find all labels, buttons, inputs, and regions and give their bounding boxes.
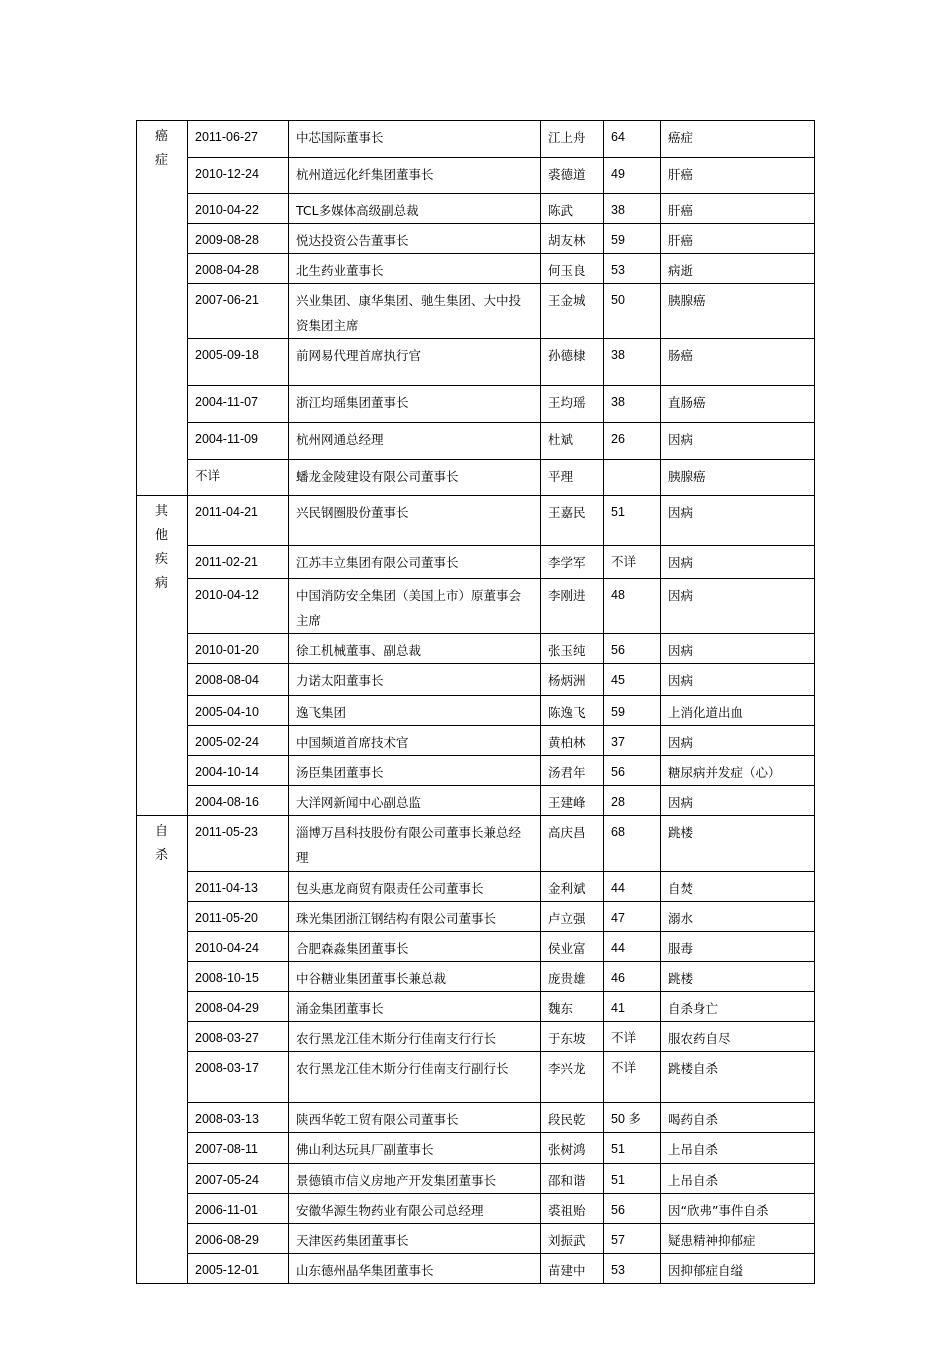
cause-cell: 因病 bbox=[661, 726, 815, 756]
date-cell: 2007-05-24 bbox=[188, 1164, 289, 1194]
title-cell: 浙江均瑶集团董事长 bbox=[289, 386, 541, 423]
age-cell: 26 bbox=[604, 423, 661, 460]
title-cell: 兴民钢圈股份董事长 bbox=[289, 496, 541, 546]
date-cell: 2010-01-20 bbox=[188, 634, 289, 664]
age-cell: 51 bbox=[604, 1164, 661, 1194]
table-row bbox=[137, 254, 815, 284]
table-row bbox=[137, 121, 815, 158]
cause-cell: 肠癌 bbox=[661, 339, 815, 386]
title-cell: 安徽华源生物药业有限公司总经理 bbox=[289, 1194, 541, 1224]
table-row bbox=[137, 932, 815, 962]
date-cell: 2010-04-22 bbox=[188, 194, 289, 224]
category-char: 病 bbox=[154, 576, 168, 591]
age-cell: 48 bbox=[604, 579, 661, 634]
cause-cell: 病逝 bbox=[661, 254, 815, 284]
cause-cell: 上吊自杀 bbox=[661, 1133, 815, 1164]
age-cell: 56 bbox=[604, 756, 661, 786]
cause-cell: 因抑郁症自缢 bbox=[661, 1254, 815, 1284]
table-row bbox=[137, 1133, 815, 1164]
date-cell: 2011-06-27 bbox=[188, 121, 289, 158]
category-char: 疾 bbox=[154, 552, 168, 567]
cause-cell: 跳楼自杀 bbox=[661, 1052, 815, 1103]
date-cell: 2008-04-29 bbox=[188, 992, 289, 1022]
name-cell: 段民乾 bbox=[541, 1103, 604, 1133]
title-cell: 江苏丰立集团有限公司董事长 bbox=[289, 546, 541, 579]
title-cell: 中国频道首席技术官 bbox=[289, 726, 541, 756]
title-cell: 力诺太阳董事长 bbox=[289, 664, 541, 696]
name-cell: 苗建中 bbox=[541, 1254, 604, 1284]
title-cell: TCL多媒体高级副总裁 bbox=[289, 194, 541, 224]
title-cell: 合肥森淼集团董事长 bbox=[289, 932, 541, 962]
title-cell: 涌金集团董事长 bbox=[289, 992, 541, 1022]
title-cell: 大洋网新闻中心副总监 bbox=[289, 786, 541, 816]
name-cell: 魏东 bbox=[541, 992, 604, 1022]
category-cell bbox=[137, 121, 188, 496]
title-cell: 徐工机械董事、副总裁 bbox=[289, 634, 541, 664]
age-cell: 53 bbox=[604, 1254, 661, 1284]
date-cell: 2004-11-09 bbox=[188, 423, 289, 460]
title-cell: 兴业集团、康华集团、驰生集团、大中投资集团主席 bbox=[289, 284, 541, 339]
title-cell: 杭州网通总经理 bbox=[289, 423, 541, 460]
age-cell: 49 bbox=[604, 158, 661, 194]
age-cell: 不详 bbox=[604, 546, 661, 579]
age-cell: 不详 bbox=[604, 1022, 661, 1052]
age-cell: 44 bbox=[604, 872, 661, 902]
age-cell bbox=[604, 460, 661, 496]
cause-cell: 自杀身亡 bbox=[661, 992, 815, 1022]
table-row bbox=[137, 1254, 815, 1284]
cause-cell: 肝癌 bbox=[661, 194, 815, 224]
age-cell: 64 bbox=[604, 121, 661, 158]
category-char: 杀 bbox=[154, 848, 168, 863]
name-cell: 何玉良 bbox=[541, 254, 604, 284]
table-row bbox=[137, 962, 815, 992]
age-cell: 51 bbox=[604, 496, 661, 546]
title-cell: 逸飞集团 bbox=[289, 696, 541, 726]
date-cell: 2008-03-13 bbox=[188, 1103, 289, 1133]
table-row bbox=[137, 664, 815, 696]
date-cell: 2005-04-10 bbox=[188, 696, 289, 726]
name-cell: 裘德道 bbox=[541, 158, 604, 194]
title-cell: 山东德州晶华集团董事长 bbox=[289, 1254, 541, 1284]
table-row bbox=[137, 992, 815, 1022]
cause-cell: 因病 bbox=[661, 423, 815, 460]
cause-cell: 因病 bbox=[661, 579, 815, 634]
cause-cell: 因“欣弗”事件自杀 bbox=[661, 1194, 815, 1224]
cause-cell: 因病 bbox=[661, 786, 815, 816]
name-cell: 刘振武 bbox=[541, 1224, 604, 1254]
date-cell: 2008-10-15 bbox=[188, 962, 289, 992]
table-row bbox=[137, 756, 815, 786]
cause-cell: 因病 bbox=[661, 664, 815, 696]
name-cell: 高庆昌 bbox=[541, 816, 604, 872]
date-cell: 2005-12-01 bbox=[188, 1254, 289, 1284]
date-cell: 2011-02-21 bbox=[188, 546, 289, 579]
date-cell: 2007-06-21 bbox=[188, 284, 289, 339]
table-row bbox=[137, 158, 815, 194]
name-cell: 李刚进 bbox=[541, 579, 604, 634]
age-cell: 56 bbox=[604, 634, 661, 664]
table-row bbox=[137, 1022, 815, 1052]
cause-cell: 疑患精神抑郁症 bbox=[661, 1224, 815, 1254]
category-char: 他 bbox=[154, 528, 168, 543]
age-cell: 38 bbox=[604, 339, 661, 386]
age-cell: 50 bbox=[604, 284, 661, 339]
name-cell: 卢立强 bbox=[541, 902, 604, 932]
date-cell: 2008-03-17 bbox=[188, 1052, 289, 1103]
category-cell bbox=[137, 496, 188, 816]
name-cell: 王金城 bbox=[541, 284, 604, 339]
cause-cell: 跳楼 bbox=[661, 962, 815, 992]
cause-cell: 服毒 bbox=[661, 932, 815, 962]
title-cell: 中国消防安全集团（美国上市）原董事会主席 bbox=[289, 579, 541, 634]
age-cell: 57 bbox=[604, 1224, 661, 1254]
title-cell: 悦达投资公告董事长 bbox=[289, 224, 541, 254]
name-cell: 李学军 bbox=[541, 546, 604, 579]
title-cell: 北生药业董事长 bbox=[289, 254, 541, 284]
name-cell: 平理 bbox=[541, 460, 604, 496]
title-cell: 景德镇市信义房地产开发集团董事长 bbox=[289, 1164, 541, 1194]
table-row bbox=[137, 496, 815, 546]
cause-cell: 胰腺癌 bbox=[661, 284, 815, 339]
age-cell: 59 bbox=[604, 224, 661, 254]
cause-cell: 喝药自杀 bbox=[661, 1103, 815, 1133]
date-cell: 不详 bbox=[188, 460, 289, 496]
name-cell: 杜斌 bbox=[541, 423, 604, 460]
table-row bbox=[137, 1103, 815, 1133]
name-cell: 王均瑶 bbox=[541, 386, 604, 423]
age-cell: 59 bbox=[604, 696, 661, 726]
category-char: 自 bbox=[154, 824, 168, 839]
title-cell: 淄博万昌科技股份有限公司董事长兼总经理 bbox=[289, 816, 541, 872]
cause-cell: 胰腺癌 bbox=[661, 460, 815, 496]
date-cell: 2004-08-16 bbox=[188, 786, 289, 816]
table-row bbox=[137, 872, 815, 902]
date-cell: 2007-08-11 bbox=[188, 1133, 289, 1164]
date-cell: 2011-04-21 bbox=[188, 496, 289, 546]
name-cell: 庞贵雄 bbox=[541, 962, 604, 992]
date-cell: 2004-11-07 bbox=[188, 386, 289, 423]
date-cell: 2004-10-14 bbox=[188, 756, 289, 786]
title-cell: 中谷糖业集团董事长兼总裁 bbox=[289, 962, 541, 992]
age-cell: 51 bbox=[604, 1133, 661, 1164]
category-char: 症 bbox=[154, 153, 168, 168]
age-cell: 38 bbox=[604, 194, 661, 224]
name-cell: 孙德棣 bbox=[541, 339, 604, 386]
date-cell: 2005-09-18 bbox=[188, 339, 289, 386]
title-cell: 汤臣集团董事长 bbox=[289, 756, 541, 786]
title-cell: 前网易代理首席执行官 bbox=[289, 339, 541, 386]
date-cell: 2005-02-24 bbox=[188, 726, 289, 756]
table-row bbox=[137, 546, 815, 579]
name-cell: 于东坡 bbox=[541, 1022, 604, 1052]
table-row bbox=[137, 726, 815, 756]
deaths-table bbox=[136, 120, 815, 1284]
date-cell: 2011-05-20 bbox=[188, 902, 289, 932]
date-cell: 2011-05-23 bbox=[188, 816, 289, 872]
date-cell: 2009-08-28 bbox=[188, 224, 289, 254]
name-cell: 金利斌 bbox=[541, 872, 604, 902]
name-cell: 汤君年 bbox=[541, 756, 604, 786]
date-cell: 2006-11-01 bbox=[188, 1194, 289, 1224]
name-cell: 裘祖贻 bbox=[541, 1194, 604, 1224]
name-cell: 陈武 bbox=[541, 194, 604, 224]
table-row bbox=[137, 386, 815, 423]
cause-cell: 服农药自尽 bbox=[661, 1022, 815, 1052]
table-row bbox=[137, 460, 815, 496]
title-cell: 蟠龙金陵建设有限公司董事长 bbox=[289, 460, 541, 496]
age-cell: 68 bbox=[604, 816, 661, 872]
cause-cell: 因病 bbox=[661, 546, 815, 579]
table-row bbox=[137, 339, 815, 386]
name-cell: 胡友林 bbox=[541, 224, 604, 254]
table-row bbox=[137, 902, 815, 932]
name-cell: 邵和谐 bbox=[541, 1164, 604, 1194]
cause-cell: 因病 bbox=[661, 496, 815, 546]
name-cell: 陈逸飞 bbox=[541, 696, 604, 726]
age-cell: 37 bbox=[604, 726, 661, 756]
name-cell: 王嘉民 bbox=[541, 496, 604, 546]
cause-cell: 上吊自杀 bbox=[661, 1164, 815, 1194]
date-cell: 2010-04-24 bbox=[188, 932, 289, 962]
table-row bbox=[137, 816, 815, 872]
title-cell: 佛山利达玩具厂副董事长 bbox=[289, 1133, 541, 1164]
title-cell: 包头惠龙商贸有限责任公司董事长 bbox=[289, 872, 541, 902]
table-row bbox=[137, 1224, 815, 1254]
name-cell: 侯业富 bbox=[541, 932, 604, 962]
age-cell: 41 bbox=[604, 992, 661, 1022]
cause-cell: 跳楼 bbox=[661, 816, 815, 872]
age-cell: 46 bbox=[604, 962, 661, 992]
title-cell: 农行黑龙江佳木斯分行佳南支行副行长 bbox=[289, 1052, 541, 1103]
cause-cell: 糖尿病并发症（心） bbox=[661, 756, 815, 786]
age-cell: 53 bbox=[604, 254, 661, 284]
date-cell: 2010-04-12 bbox=[188, 579, 289, 634]
table-row bbox=[137, 786, 815, 816]
cause-cell: 自焚 bbox=[661, 872, 815, 902]
table-row bbox=[137, 1194, 815, 1224]
name-cell: 杨炳洲 bbox=[541, 664, 604, 696]
table-row bbox=[137, 634, 815, 664]
age-cell: 28 bbox=[604, 786, 661, 816]
cause-cell: 上消化道出血 bbox=[661, 696, 815, 726]
title-cell: 中芯国际董事长 bbox=[289, 121, 541, 158]
table-body bbox=[137, 121, 815, 1284]
title-cell: 珠光集团浙江钢结构有限公司董事长 bbox=[289, 902, 541, 932]
cause-cell: 溺水 bbox=[661, 902, 815, 932]
table-row bbox=[137, 284, 815, 339]
cause-cell: 肝癌 bbox=[661, 158, 815, 194]
date-cell: 2010-12-24 bbox=[188, 158, 289, 194]
table-row bbox=[137, 423, 815, 460]
date-cell: 2008-08-04 bbox=[188, 664, 289, 696]
category-char: 癌 bbox=[154, 129, 168, 144]
age-cell: 38 bbox=[604, 386, 661, 423]
cause-cell: 因病 bbox=[661, 634, 815, 664]
title-cell: 天津医药集团董事长 bbox=[289, 1224, 541, 1254]
name-cell: 江上舟 bbox=[541, 121, 604, 158]
name-cell: 张玉纯 bbox=[541, 634, 604, 664]
cause-cell: 直肠癌 bbox=[661, 386, 815, 423]
age-cell: 45 bbox=[604, 664, 661, 696]
age-cell: 50 多 bbox=[604, 1103, 661, 1133]
date-cell: 2011-04-13 bbox=[188, 872, 289, 902]
name-cell: 李兴龙 bbox=[541, 1052, 604, 1103]
cause-cell: 癌症 bbox=[661, 121, 815, 158]
age-cell: 56 bbox=[604, 1194, 661, 1224]
name-cell: 黄柏林 bbox=[541, 726, 604, 756]
name-cell: 张树鸿 bbox=[541, 1133, 604, 1164]
date-cell: 2006-08-29 bbox=[188, 1224, 289, 1254]
category-char: 其 bbox=[154, 504, 168, 519]
cause-cell: 肝癌 bbox=[661, 224, 815, 254]
name-cell: 王建峰 bbox=[541, 786, 604, 816]
date-cell: 2008-03-27 bbox=[188, 1022, 289, 1052]
category-cell bbox=[137, 816, 188, 1284]
table-row bbox=[137, 1164, 815, 1194]
age-cell: 47 bbox=[604, 902, 661, 932]
age-cell: 44 bbox=[604, 932, 661, 962]
table-row bbox=[137, 224, 815, 254]
title-cell: 陕西华乾工贸有限公司董事长 bbox=[289, 1103, 541, 1133]
table-row bbox=[137, 1052, 815, 1103]
table-row bbox=[137, 194, 815, 224]
title-cell: 杭州道远化纤集团董事长 bbox=[289, 158, 541, 194]
table-row bbox=[137, 696, 815, 726]
title-cell: 农行黑龙江佳木斯分行佳南支行行长 bbox=[289, 1022, 541, 1052]
age-cell: 不详 bbox=[604, 1052, 661, 1103]
date-cell: 2008-04-28 bbox=[188, 254, 289, 284]
table-row bbox=[137, 579, 815, 634]
